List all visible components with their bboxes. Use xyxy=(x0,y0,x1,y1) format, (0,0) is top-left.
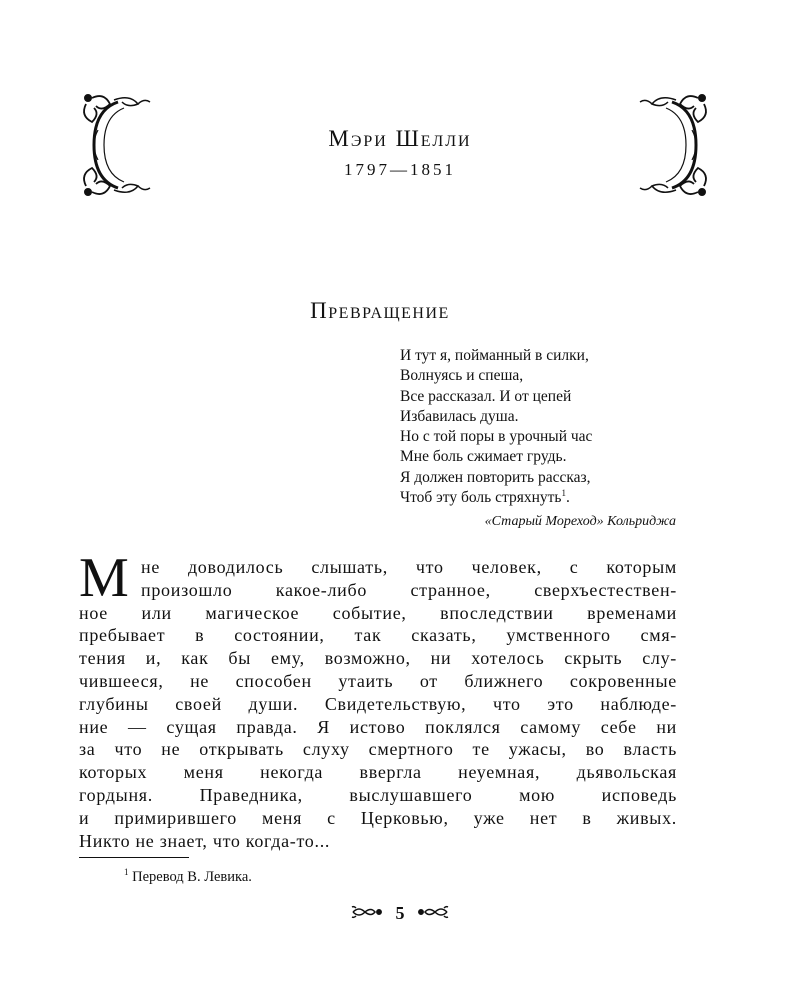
footnote-divider xyxy=(79,857,189,858)
epigraph-end-punct: . xyxy=(565,489,570,507)
body-line: чившееся, не способен утаить от ближнего сокровенные xyxy=(79,670,677,691)
fleuron-icon xyxy=(351,903,383,924)
body-line: глубины своей души. Свидетельствую, что это наблюде- xyxy=(79,693,677,714)
body-line: не доводилось слышать, что человек, с которым xyxy=(141,557,677,577)
body-line: ное или магическое событие, впоследствии временами xyxy=(79,602,677,623)
page-footer xyxy=(0,902,800,924)
body-paragraph xyxy=(79,556,677,852)
author-name: Мэри Шелли xyxy=(328,126,472,151)
epigraph-line-last xyxy=(400,488,700,508)
body-line: и примирившего меня с Церковью, уже нет в живых. xyxy=(79,807,677,828)
author-years: 1797—1851 xyxy=(344,160,456,179)
epigraph-attribution: «Старый Мореход» Кольриджа xyxy=(484,514,676,529)
epigraph-line-text: Чтоб эту боль стряхнуть xyxy=(400,489,562,507)
epigraph-line: Все рассказал. И от цепей xyxy=(400,387,572,405)
drop-cap: М xyxy=(79,547,129,609)
body-line: ние — сущая правда. Я истово поклялся самому себе ни xyxy=(79,716,677,737)
body-line: гордыня. Праведника, выслушавшего мою исповедь xyxy=(79,784,677,805)
page-number: 5 xyxy=(395,903,405,924)
epigraph-line: Избавилась душа. xyxy=(400,407,519,425)
body-line: пребывает в состоянии, так сказать, умственного смя- xyxy=(79,625,677,646)
epigraph-line: Я должен повторить рассказ, xyxy=(400,468,591,486)
story-title: Превращение xyxy=(310,298,450,323)
epigraph-line: И тут я, пойманный в силки, xyxy=(400,347,589,364)
body-line: тения и, как бы ему, возможно, ни хотелось скрыть слу- xyxy=(79,648,677,669)
footnote xyxy=(124,869,252,886)
body-line: за что не открывать слуху смертного те ужасы, во власть xyxy=(79,739,677,760)
epigraph-line: Мне боль сжимает грудь. xyxy=(400,448,567,466)
epigraph-line: Волнуясь и спеша, xyxy=(400,367,524,385)
footnote-mark: 1 xyxy=(124,867,129,878)
body-line: произошло какое-либо странное, сверхъестествен- xyxy=(141,579,677,600)
epigraph xyxy=(400,346,700,508)
epigraph-line: Но с той поры в урочный час xyxy=(400,428,593,446)
footnote-reference[interactable]: 1 xyxy=(561,487,566,498)
body-line: которых меня некогда ввергла неуемная, дьявольская xyxy=(79,762,677,783)
footnote-text: Перевод В. Левика. xyxy=(132,869,252,885)
body-line-last: Никто не знает, что когда-то... xyxy=(79,830,331,851)
fleuron-icon xyxy=(417,903,449,924)
